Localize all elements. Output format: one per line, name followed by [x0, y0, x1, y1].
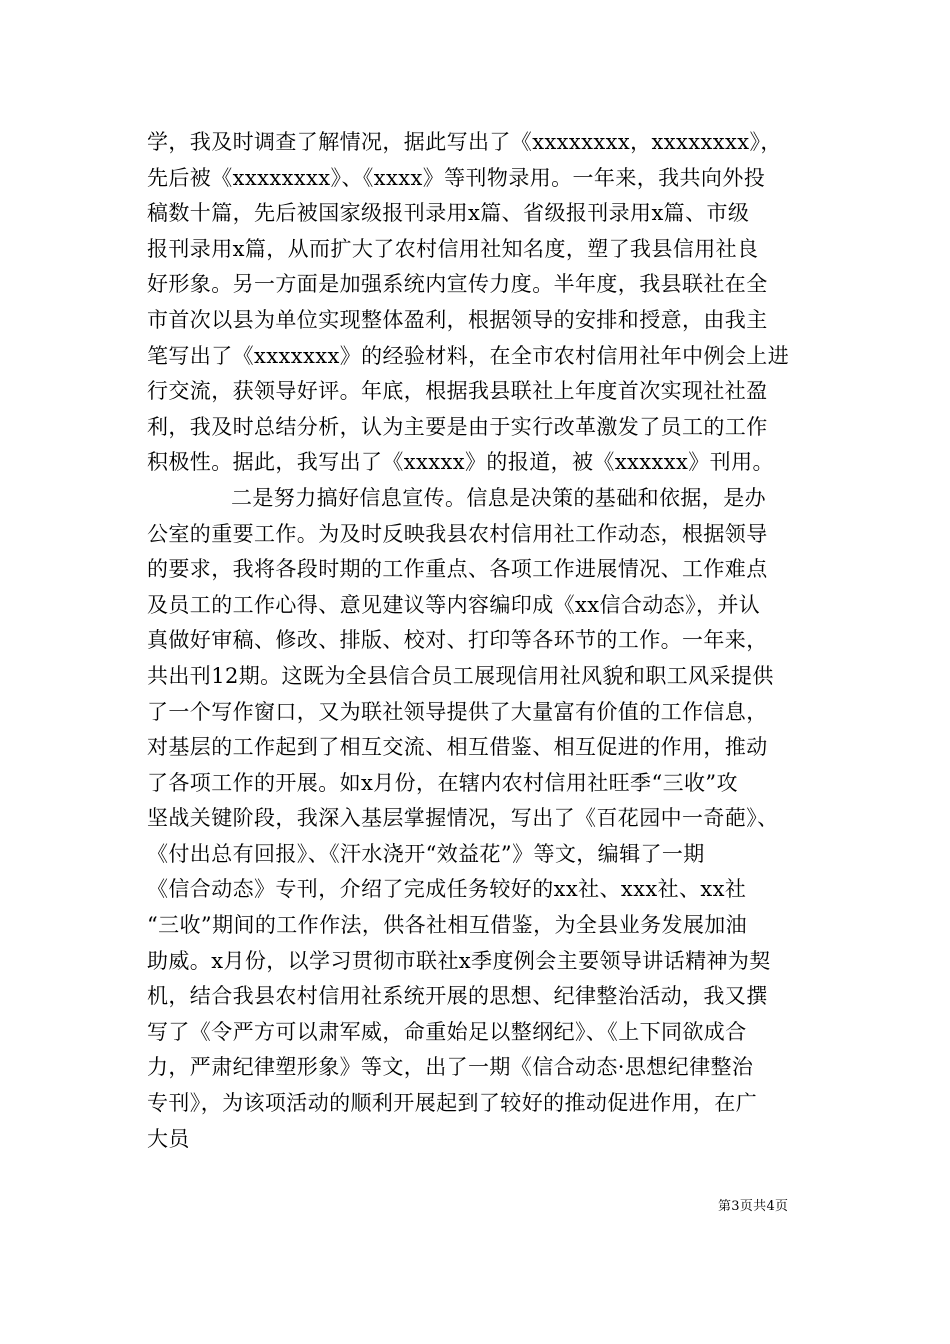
text-line: 行交流，获领导好评。年底，根据我县联社上年度首次实现社社盈	[147, 379, 768, 404]
text-line: 《信合动态》专刊，介绍了完成任务较好的xx社、xxx社、xx社	[147, 877, 747, 902]
text-line: 及员工的工作心得、意见建议等内容编印成《xx信合动态》，并认	[147, 592, 761, 617]
text-line: 好形象。另一方面是加强系统内宣传力度。半年度，我县联社在全	[147, 272, 768, 297]
text-line: 共出刊12期。这既为全县信合员工展现信用社风貌和职工风采提供	[147, 663, 774, 688]
text-line: 《付出总有回报》、《汗水浇开“效益花”》等文，编辑了一期	[147, 841, 705, 866]
text-line: 公室的重要工作。为及时反映我县农村信用社工作动态，根据领导	[147, 521, 768, 546]
text-line: 助威。x月份，以学习贯彻市联社x季度例会主要领导讲话精神为契	[147, 948, 771, 973]
text-line: 大员	[147, 1126, 190, 1151]
text-line: 稿数十篇，先后被国家级报刊录用x篇、省级报刊录用x篇、市级	[147, 201, 750, 226]
text-line: 写了《令严方可以肃军威，命重始足以整纲纪》、《上下同欲成合	[147, 1019, 747, 1044]
text-line: “三收”期间的工作作法，供各社相互借鉴，为全县业务发展加油	[147, 913, 748, 938]
text-line: 利，我及时总结分析，认为主要是由于实行改革激发了员工的工作	[147, 414, 768, 439]
text-line: 了一个写作窗口，又为联社领导提供了大量富有价值的工作信息，	[147, 699, 768, 724]
text-line: 先后被《xxxxxxxx》、《xxxx》等刊物录用。一年来，我共向外投	[147, 165, 766, 190]
text-line: 积极性。据此，我写出了《xxxxx》的报道，被《xxxxxx》刊用。	[147, 450, 774, 475]
text-line: 专刊》，为该项活动的顺利开展起到了较好的推动促进作用，在广	[147, 1091, 758, 1116]
text-line: 市首次以县为单位实现整体盈利，根据领导的安排和授意，由我主	[147, 307, 768, 332]
text-line: 机，结合我县农村信用社系统开展的思想、纪律整治活动，我又撰	[147, 984, 768, 1009]
text-line: 学，我及时调查了解情况，据此写出了《xxxxxxxx，xxxxxxxx》，	[147, 130, 782, 154]
text-line: 真做好审稿、修改、排版、校对、打印等各环节的工作。一年来，	[147, 628, 768, 653]
text-line: 的要求，我将各段时期的工作重点、各项工作进展情况、工作难点	[147, 557, 768, 582]
paragraph-start-line: 二是努力搞好信息宣传。信息是决策的基础和依据，是办	[231, 485, 766, 510]
body-text	[147, 125, 847, 1157]
text-line: 力，严肃纪律塑形象》等文，出了一期《信合动态·思想纪律整治	[147, 1055, 754, 1080]
text-line: 报刊录用x篇，从而扩大了农村信用社知名度，塑了我县信用社良	[147, 236, 759, 261]
text-line: 对基层的工作起到了相互交流、相互借鉴、相互促进的作用，推动	[147, 735, 768, 760]
text-line: 坚战关键阶段，我深入基层掌握情况，写出了《百花园中一奇葩》、	[147, 806, 779, 831]
text-line: 笔写出了《xxxxxxx》的经验材料，在全市农村信用社年中例会上进	[147, 343, 790, 368]
text-line: 了各项工作的开展。如x月份，在辖内农村信用社旺季“三收”攻	[147, 770, 738, 795]
page-number-footer: 第3页共4页	[718, 1199, 789, 1214]
